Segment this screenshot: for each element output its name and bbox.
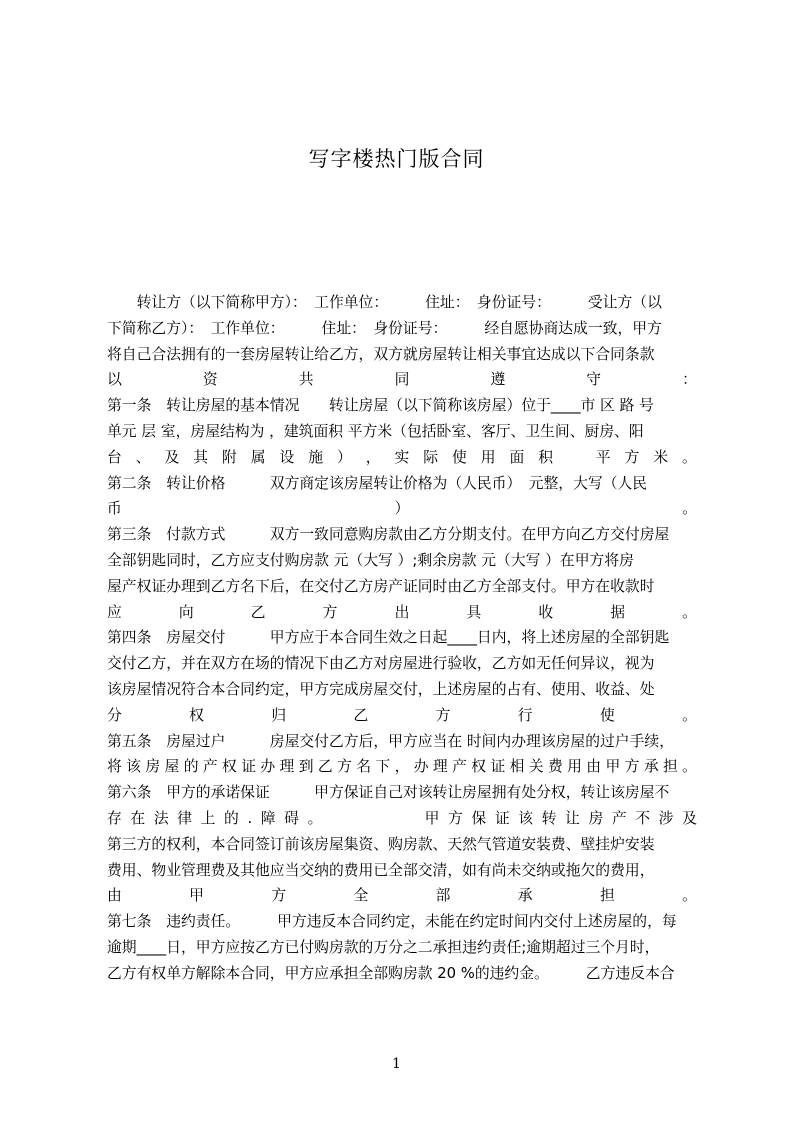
justified-char: 具 (466, 603, 482, 621)
body-line: 第一条 转让房屋的基本情况 转让房屋（以下简称该房屋）位于____市 区 路 号 (107, 397, 654, 415)
justified-char: 在 (130, 809, 146, 827)
body-line: 第六条 甲方的承诺保证 甲方保证自己对该转让房屋拥有处分权，转让该房屋不 (107, 784, 670, 802)
justified-char: 权 (222, 758, 237, 776)
justified-char: 收 (538, 603, 554, 621)
body-line: 第七条 违约责任。 甲方违反本合同约定，未能在约定时间内交付上述房屋的，每 (107, 913, 677, 931)
justified-char: 不 (635, 809, 651, 827)
justified-char: 守 (586, 371, 602, 389)
justified-char: 乙 (250, 603, 266, 621)
body-line-justified (107, 883, 697, 909)
justified-char: 应 (107, 603, 122, 621)
body-line: 第四条 房屋交付 甲方应于本合同生效之日起____日内，将上述房屋的全部钥匙 (107, 629, 670, 647)
justified-char: ： (682, 371, 697, 389)
justified-char (378, 806, 393, 832)
body-line: 第三方的权利，本合同签订前该房屋集资、购房款、天然气管道安装费、壁挂炉安装 (107, 835, 655, 853)
justified-char: 甲 (424, 809, 440, 827)
body-line: 第二条 转让价格 双方商定该房屋转让价格为（人民币） 元整，大写（人民 (107, 474, 648, 492)
justified-char: 。 (682, 887, 697, 905)
justified-char: 律 (177, 809, 193, 827)
justified-char: 担 (599, 887, 615, 905)
justified-char: 施 (308, 448, 324, 466)
justified-char: 归 (271, 706, 287, 724)
justified-char: 米 (653, 448, 669, 466)
body-line-justified (107, 445, 697, 471)
justified-char: 由 (107, 887, 122, 905)
justified-char (331, 806, 346, 832)
justified-char: 部 (435, 887, 451, 905)
justified-char: 障 (260, 809, 276, 827)
justified-char: 分 (107, 706, 122, 724)
body-line: 单元 层 室，房屋结构为 ，建筑面积 平方米（包括卧室、客厅、卫生间、厨房、阳 (107, 422, 644, 440)
justified-char: 将 (107, 758, 122, 776)
justified-char: 及 (164, 448, 180, 466)
justified-char: 房 (145, 758, 161, 776)
justified-char: 其 (193, 448, 209, 466)
justified-char: 。 (307, 809, 323, 827)
justified-char: 台 (107, 448, 122, 466)
justified-char: 乙 (317, 758, 333, 776)
justified-char: 承 (517, 887, 533, 905)
body-line: 将自己合法拥有的一套房屋转让给乙方，双方就房屋转让相关事宜达成以下合同条款 (107, 345, 655, 363)
body-line: 交付乙方，并在双方在场的情况下由乙方对房屋进行验收，乙方如无任何异议，视为 (107, 655, 655, 673)
justified-char: 上 (200, 809, 216, 827)
justified-char: 。 (682, 603, 697, 621)
body-line: 屋产权证办理到乙方名下后，在交付乙方房产证同时由乙方全部支付。甲方在收款时 (107, 577, 655, 595)
justified-char (401, 806, 416, 832)
justified-char: 以 (107, 371, 122, 389)
justified-char: 据 (610, 603, 626, 621)
body-line: 下简称乙方）： 工作单位： 住址： 身份证号： 经自愿协商达成一致，甲方 (107, 319, 662, 337)
justified-char: 产 (611, 809, 627, 827)
justified-char: 出 (394, 603, 410, 621)
justified-char: 办 (413, 758, 429, 776)
justified-char: 。 (682, 448, 697, 466)
justified-char: ， (394, 758, 410, 776)
justified-char: 的 (183, 758, 199, 776)
justified-char: 到 (298, 758, 314, 776)
justified-char: 积 (538, 448, 554, 466)
justified-char: 产 (202, 758, 218, 776)
justified-char: 使 (452, 448, 467, 466)
justified-char: 方 (448, 809, 463, 827)
justified-char: 费 (547, 758, 563, 776)
justified-char: 涉 (658, 809, 674, 827)
body-line: 乙方有权单方解除本合同，甲方应承担全部购房款 20 %的违约金。 乙方违反本合 (107, 964, 675, 982)
justified-char: 理 (279, 758, 295, 776)
justified-char: 名 (356, 758, 372, 776)
justified-char: 属 (250, 448, 266, 466)
justified-char: 甲 (605, 758, 621, 776)
justified-char: 的 (224, 809, 239, 827)
justified-char: 房 (588, 809, 604, 827)
body-line-justified (107, 496, 697, 522)
justified-char: ， (365, 448, 381, 466)
body-line-justified (107, 367, 697, 393)
justified-char: 方 (624, 758, 640, 776)
body-line-justified (107, 806, 697, 832)
justified-char: 该 (126, 758, 141, 776)
justified-char: 际 (423, 448, 439, 466)
document-title: 写字楼热门版合同 (308, 147, 485, 171)
justified-char: 存 (107, 809, 122, 827)
justified-char: 相 (509, 758, 525, 776)
justified-char: ） (337, 448, 352, 466)
justified-char: 证 (241, 758, 257, 776)
justified-char: 方 (271, 887, 287, 905)
body-line: 全部钥匙同时，乙方应支付购房款 元（大写 ）;剩余房款 元（大写 ）在甲方将房 (107, 551, 634, 569)
justified-char: 用 (567, 758, 582, 776)
document-body (107, 290, 697, 987)
body-line: 第五条 房屋过户 房屋交付乙方后，甲方应当在 时间内办理该房屋的过户手续， (107, 732, 674, 750)
justified-char: 。 (682, 758, 697, 776)
justified-char (567, 445, 582, 471)
justified-char: 资 (202, 371, 218, 389)
justified-char: 乙 (353, 706, 369, 724)
justified-char: 办 (260, 758, 276, 776)
justified-char: 向 (178, 603, 194, 621)
justified-char: 证 (490, 758, 506, 776)
justified-char: 设 (279, 448, 295, 466)
justified-char: 屋 (164, 758, 180, 776)
justified-char: 让 (565, 809, 580, 827)
body-line: 逾期____日，甲方应按乙方已付购房款的万分之二承担违约责任;逾期超过三个月时， (107, 938, 660, 956)
body-line-justified (107, 600, 697, 626)
justified-char: 担 (662, 758, 678, 776)
justified-char: 保 (471, 809, 487, 827)
justified-char: 全 (353, 887, 369, 905)
justified-char: 方 (435, 706, 451, 724)
justified-char: 碍 (284, 809, 299, 827)
justified-char: 实 (394, 448, 410, 466)
justified-char: 理 (432, 758, 448, 776)
justified-char: 及 (682, 809, 697, 827)
body-line-justified (107, 703, 697, 729)
body-line: 该房屋情况符合本合同约定，甲方完成房屋交付，上述房屋的占有、使用、收益、处 (107, 680, 655, 698)
justified-char: 证 (494, 809, 510, 827)
justified-char: 同 (394, 371, 410, 389)
justified-char: 方 (337, 758, 352, 776)
body-line: 转让方（以下简称甲方）： 工作单位： 住址： 身份证号： 受让方（以 (107, 294, 662, 311)
justified-char: 关 (528, 758, 544, 776)
justified-char: 权 (189, 706, 204, 724)
justified-char (354, 806, 369, 832)
justified-char: 该 (518, 809, 534, 827)
justified-char: 币 (107, 500, 122, 518)
justified-char: . (247, 809, 253, 827)
justified-char: 方 (624, 448, 640, 466)
justified-char: 承 (643, 758, 659, 776)
justified-char: 方 (322, 603, 338, 621)
justified-char: 平 (595, 448, 611, 466)
justified-char: 。 (682, 706, 697, 724)
justified-char: 附 (222, 448, 237, 466)
body-line: 第三条 付款方式 双方一致同意购房款由乙方分期支付。在甲方向乙方交付房屋 (107, 526, 670, 544)
page-number: 1 (392, 1056, 401, 1072)
justified-char: 面 (509, 448, 525, 466)
justified-char: 甲 (189, 887, 204, 905)
justified-char: 共 (298, 371, 314, 389)
justified-char: 法 (153, 809, 169, 827)
justified-char: 转 (541, 809, 557, 827)
justified-char: 产 (452, 758, 467, 776)
justified-char: 下 (375, 758, 391, 776)
justified-char: 由 (586, 758, 602, 776)
justified-char: ） (394, 500, 410, 518)
justified-char: 用 (480, 448, 496, 466)
justified-char: 使 (599, 706, 615, 724)
justified-char: 遵 (490, 371, 506, 389)
justified-char: 权 (471, 758, 487, 776)
body-line-justified (107, 754, 697, 780)
body-line: 费用、物业管理费及其他应当交纳的费用已全部交清，如有尚未交纳或拖欠的费用， (107, 861, 655, 879)
justified-char: 、 (135, 448, 151, 466)
justified-char: 行 (517, 706, 533, 724)
justified-char: 。 (682, 500, 697, 518)
